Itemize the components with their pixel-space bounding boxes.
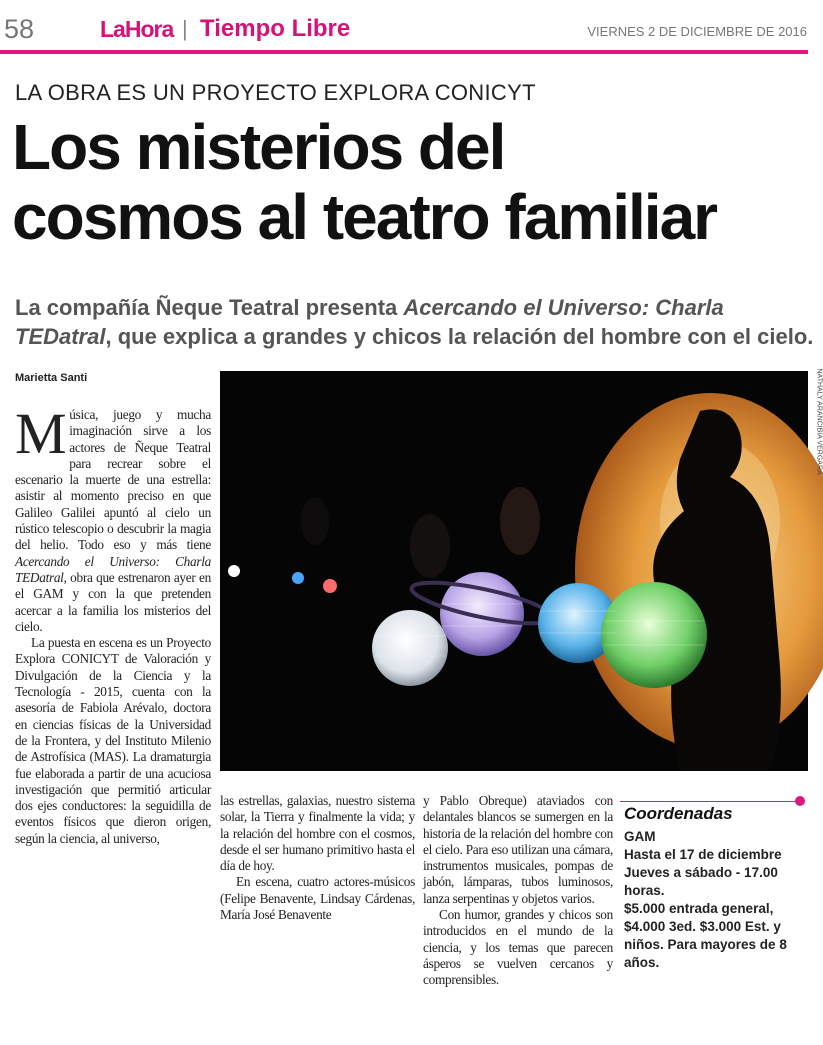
paragraph-6: Con humor, grandes y chicos son introducidos en el mundo de la ciencia, y los temas que parecen ásperos se vuelven cercanos y comprensibles. <box>423 907 613 988</box>
article-headline <box>12 112 812 252</box>
paragraph-1-play-title: Acercando el Universo: Charla TEDatral <box>15 553 211 585</box>
info-box-prices: $5.000 entrada general, $4.000 3ed. $3.000 Est. y niños. Para mayores de 8 años. <box>624 901 787 970</box>
masthead-rule <box>0 50 808 54</box>
deck-play-title: Acercando el Universo: Charla TEDatral <box>15 295 724 349</box>
drop-cap: M <box>15 401 67 466</box>
info-box-venue: GAM <box>624 829 656 844</box>
article-deck <box>15 293 815 351</box>
section-title: Tiempo Libre <box>200 15 351 42</box>
paragraph-1-text-b: , obra que estrenaron ayer en el GAM y con la que pretenden acercar a la familia los misterios del cielo. <box>15 569 211 634</box>
headline-line-2: cosmos al teatro familiar <box>12 181 717 253</box>
stage-photo-illustration <box>220 371 808 771</box>
article-column-3 <box>423 793 613 989</box>
article-column-2 <box>220 793 415 923</box>
masthead <box>0 0 821 56</box>
article-kicker: LA OBRA ES UN PROYECTO EXPLORA CONICYT <box>15 80 536 105</box>
photo-credit <box>809 368 823 502</box>
paragraph-3: las estrellas, galaxias, nuestro sistema solar, la Tierra y finalmente la vida; y la relación del hombre con el cosmos, desde el ser humano primitivo hasta el día de hoy. <box>220 793 415 874</box>
paragraph-4: En escena, cuatro actores-músicos (Felipe Benavente, Lindsay Cárdenas, María José Benavente <box>220 874 415 923</box>
paragraph-2: La puesta en escena es un Proyecto Explora CONICYT de Valoración y Divulgación de la Ciencia y la Tecnología - 2015, cuenta con la asesoría de Fabiola Arévalo, doctora en ciencias físicas de la Universidad de la Frontera, y del Instituto Milenio de Astrofísica (MAS). La dramaturgia fue elaborada a partir de una acuciosa investigación que permitió articular dos ejes conductores: la seguidilla de eventos físicos que dieron origen, según la ciencia, al universo, <box>15 635 211 846</box>
article-photo <box>220 371 808 771</box>
info-box <box>624 803 814 972</box>
paragraph-1-text-a: úsica, juego y mucha imaginación sirve a los actores de Ñeque Teatral para recrear sobre el escenario la muerte de una estrella: asistir al momento preciso en que Galileo Galilei apuntó al cielo un rústico telescopio o descubrir la magia del helio. Todo eso y más tiene <box>15 407 211 553</box>
deck-text-2: , que explica a grandes y chicos la relación del hombre con el cielo. <box>105 324 814 349</box>
paragraph-5: y Pablo Obreque) ataviados con delantales blancos se sumergen en la historia de la relación del hombre con el cielo. Para eso utilizan una cámara, instrumentos musicales, pompas de jabón, lámparas, tubos luminosos, lanza serpentinas y objetos varios. <box>423 793 613 906</box>
paragraph-1 <box>15 401 211 635</box>
deck-text-1: La compañía Ñeque Teatral presenta <box>15 295 404 320</box>
photo-credit-text: NATHALY ARANCIBIA VERGARA <box>815 368 823 475</box>
issue-date: VIERNES 2 DE DICIEMBRE DE 2016 <box>587 24 807 39</box>
info-box-dates: Hasta el 17 de diciembre <box>624 847 782 862</box>
info-box-rule <box>620 801 802 802</box>
info-box-schedule: Jueves a sábado - 17.00 horas. <box>624 865 778 898</box>
info-box-title: Coordenadas <box>624 804 733 823</box>
article-column-1 <box>15 401 211 847</box>
brand-logo: LaHora <box>100 16 174 42</box>
brand-separator: | <box>182 16 188 41</box>
page-number: 58 <box>4 14 35 44</box>
byline: Marietta Santi <box>15 372 88 384</box>
headline-line-1: Los misterios del <box>12 111 505 183</box>
